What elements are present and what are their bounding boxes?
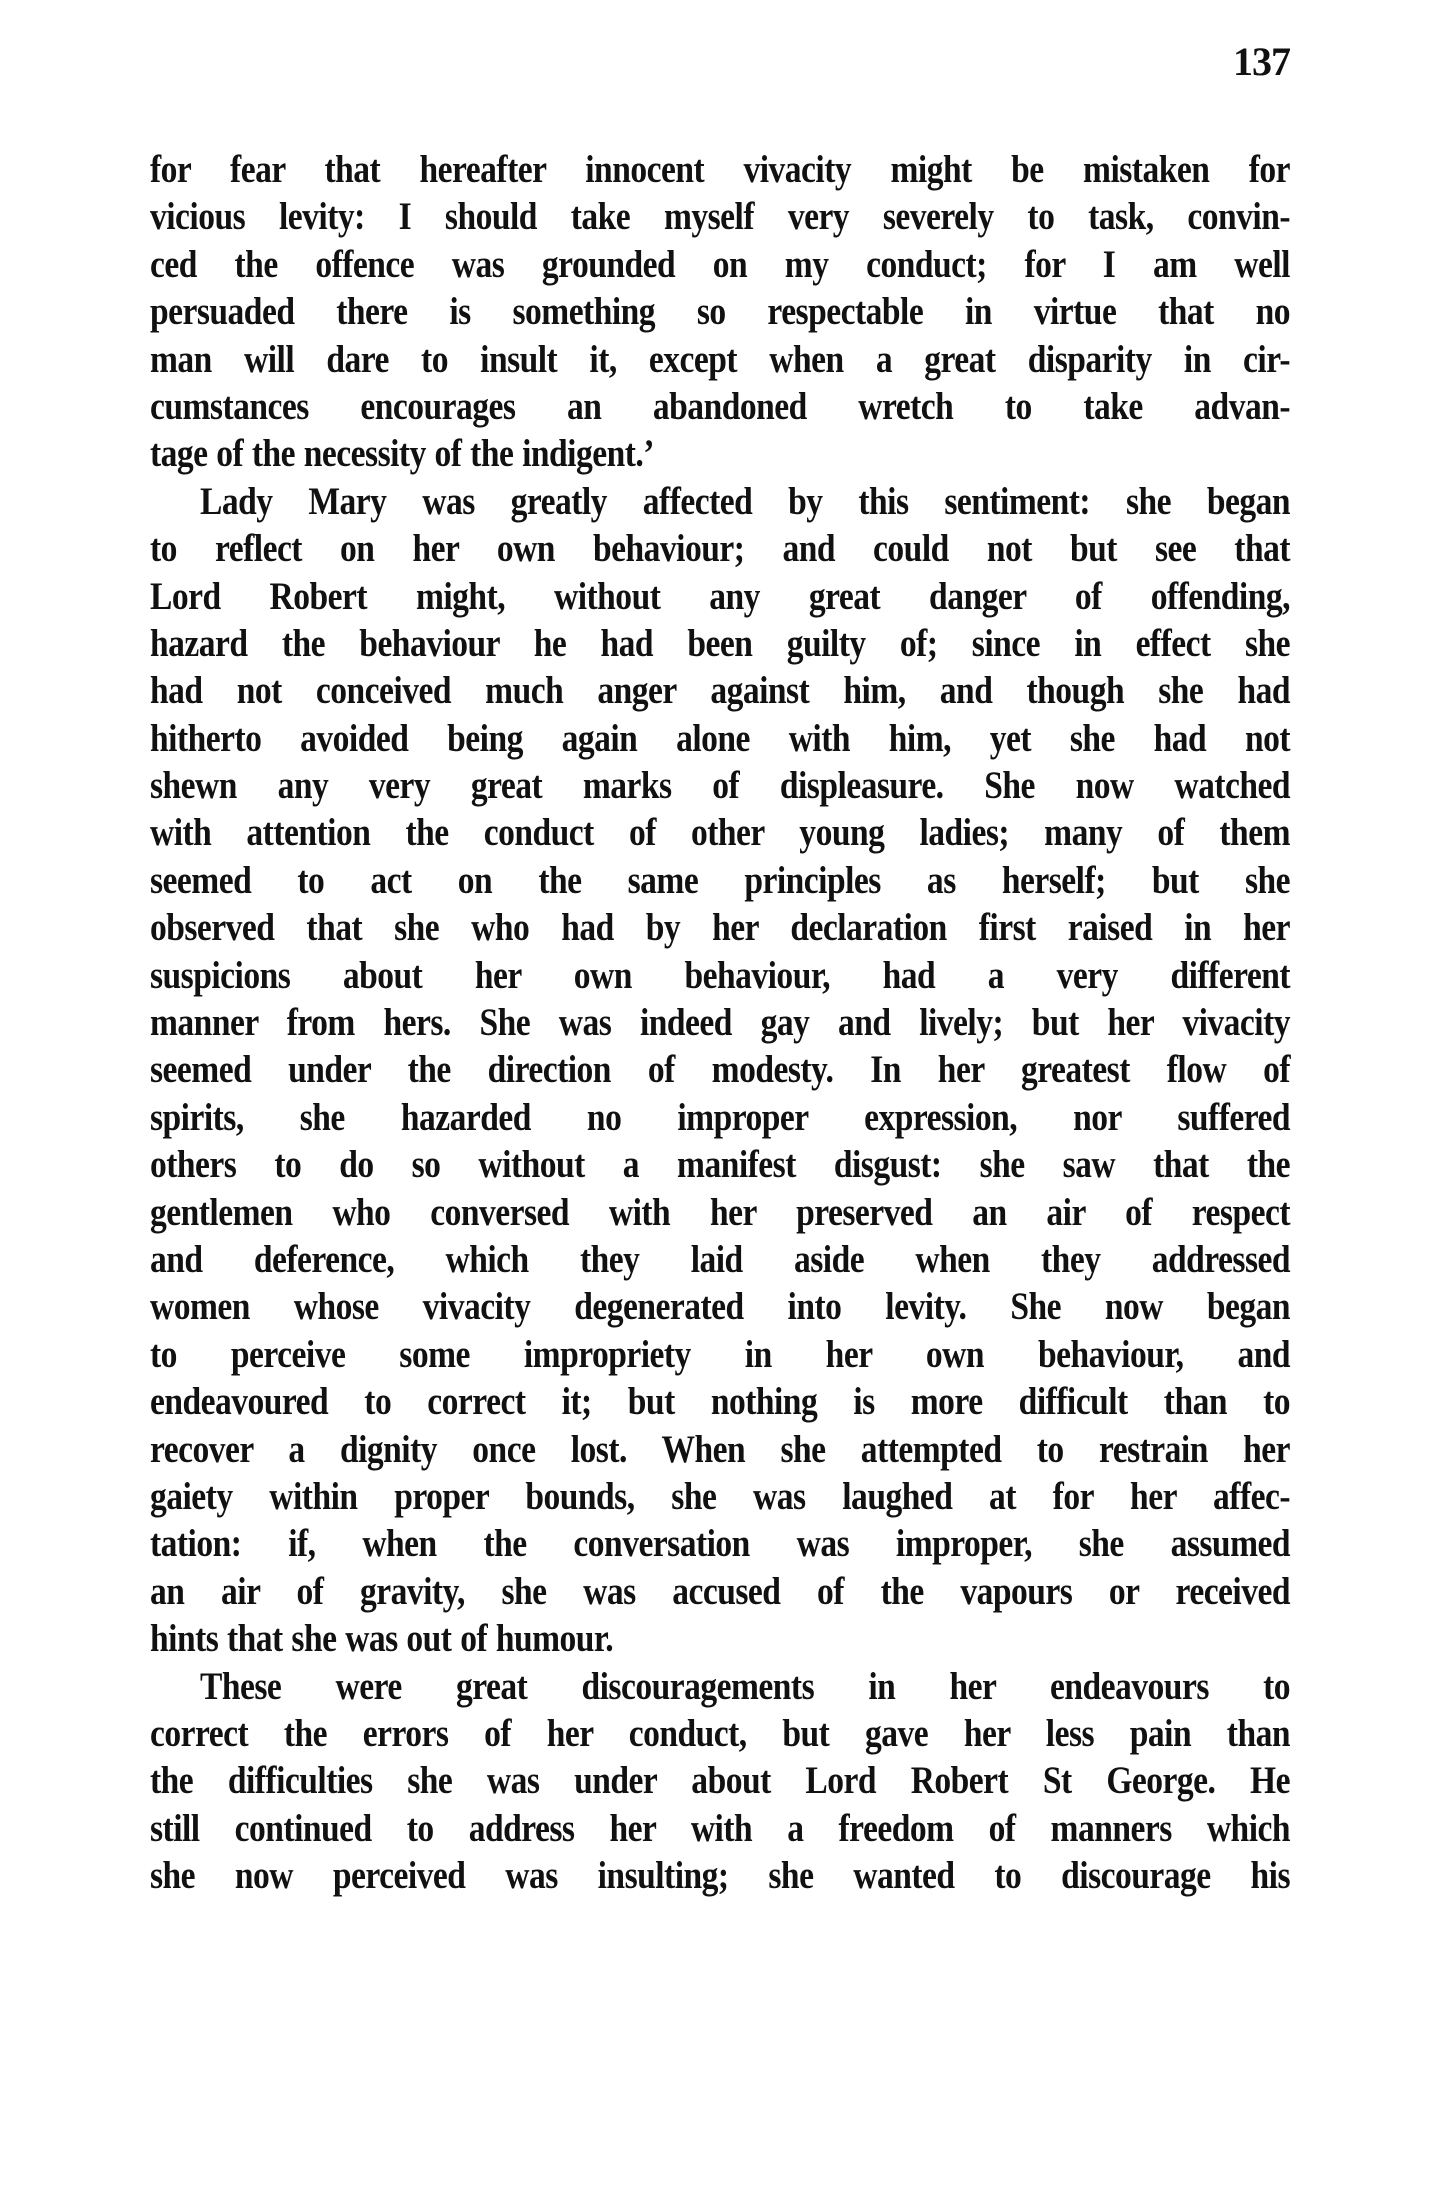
text-line: [150, 288, 1290, 335]
text-line-content: gaiety within proper bounds, she was laughed at for her affec-: [150, 1474, 1290, 1518]
text-line: [150, 1710, 1290, 1757]
text-line-content: hitherto avoided being again alone with him, yet she had not: [150, 716, 1290, 760]
text-line-content: with attention the conduct of other young ladies; many of them: [150, 811, 1290, 855]
text-line-content: tage of the necessity of the indigent.’: [150, 432, 654, 476]
text-line: [150, 573, 1290, 620]
text-line-content: persuaded there is something so respectable in virtue that no: [150, 290, 1290, 334]
text-line-content: These were great discouragements in her endeavours to: [200, 1664, 1291, 1708]
text-line: [150, 241, 1290, 288]
text-line-content: correct the errors of her conduct, but gave her less pain than: [150, 1711, 1290, 1755]
text-line-content: ced the offence was grounded on my conduct; for I am well: [150, 242, 1290, 286]
text-line-content: Lord Robert might, without any great danger of offending,: [150, 574, 1290, 618]
text-line: [150, 715, 1290, 762]
text-line: [150, 857, 1290, 904]
text-line: [150, 146, 1290, 193]
text-line-content: shewn any very great marks of displeasure. She now watched: [150, 764, 1290, 808]
text-line: [150, 952, 1290, 999]
text-line: [150, 1378, 1290, 1425]
text-line-content: had not conceived much anger against him, and though she had: [150, 669, 1290, 713]
text-line-content: recover a dignity once lost. When she attempted to restrain her: [150, 1427, 1291, 1471]
text-line: [150, 1663, 1290, 1710]
text-line: [150, 999, 1290, 1046]
text-line: [150, 1189, 1290, 1236]
text-line: [150, 809, 1290, 856]
text-line: [150, 1426, 1290, 1473]
text-line-content: hints that she was out of humour.: [150, 1617, 614, 1661]
text-line: [150, 1236, 1290, 1283]
text-line: [150, 1852, 1290, 1899]
text-line-content: Lady Mary was greatly affected by this sentiment: she began: [200, 479, 1291, 523]
text-line: [150, 1141, 1290, 1188]
text-line: [150, 1615, 1290, 1662]
text-line: [150, 1520, 1290, 1567]
text-line-content: spirits, she hazarded no improper expression, nor suffered: [150, 1095, 1290, 1139]
text-line: [150, 525, 1290, 572]
text-line-content: she now perceived was insulting; she wanted to discourage his: [150, 1854, 1290, 1898]
text-line-content: observed that she who had by her declaration first raised in her: [150, 906, 1290, 950]
page-number: 137: [1233, 39, 1290, 84]
text-line-content: vicious levity: I should take myself very severely to task, convin-: [150, 195, 1291, 239]
text-line-content: manner from hers. She was indeed gay and lively; but her vivacity: [150, 1001, 1290, 1045]
text-line: [150, 336, 1290, 383]
text-line-content: gentlemen who conversed with her preserved an air of respect: [150, 1190, 1291, 1234]
text-line-content: still continued to address her with a freedom of manners which: [150, 1806, 1291, 1850]
text-line-content: women whose vivacity degenerated into levity. She now began: [150, 1285, 1291, 1329]
text-line: [150, 383, 1290, 430]
text-line-content: suspicions about her own behaviour, had a very different: [150, 953, 1290, 997]
text-line-content: tation: if, when the conversation was improper, she assumed: [150, 1522, 1290, 1566]
text-line-content: to perceive some impropriety in her own behaviour, and: [150, 1332, 1290, 1376]
text-line: [150, 904, 1290, 951]
text-line: [150, 1473, 1290, 1520]
text-line-content: and deference, which they laid aside when they addressed: [150, 1237, 1290, 1281]
body-text: [150, 146, 1290, 1899]
text-line: [150, 193, 1290, 240]
text-line-content: endeavoured to correct it; but nothing is more difficult than to: [150, 1380, 1290, 1424]
text-line: [150, 1568, 1290, 1615]
text-line: [150, 430, 1290, 477]
text-line-content: cumstances encourages an abandoned wretch to take advan-: [150, 384, 1290, 428]
text-line-content: the difficulties she was under about Lord Robert St George. He: [150, 1759, 1290, 1803]
text-line: [150, 478, 1290, 525]
text-line-content: hazard the behaviour he had been guilty of; since in effect she: [150, 621, 1290, 665]
text-line: [150, 667, 1290, 714]
text-line-content: to reflect on her own behaviour; and could not but see that: [150, 527, 1290, 571]
text-line: [150, 1805, 1290, 1852]
text-line: [150, 1757, 1290, 1804]
text-line-content: seemed under the direction of modesty. In her greatest flow of: [150, 1048, 1290, 1092]
text-line: [150, 1283, 1290, 1330]
text-line-content: an air of gravity, she was accused of the vapours or received: [150, 1569, 1290, 1613]
text-line: [150, 1046, 1290, 1093]
text-line-content: others to do so without a manifest disgust: she saw that the: [150, 1143, 1291, 1187]
text-line: [150, 1094, 1290, 1141]
text-line-content: man will dare to insult it, except when a great disparity in cir-: [150, 337, 1290, 381]
text-line-content: for fear that hereafter innocent vivacity might be mistaken for: [150, 148, 1291, 191]
text-line: [150, 620, 1290, 667]
text-line: [150, 762, 1290, 809]
text-line-content: seemed to act on the same principles as herself; but she: [150, 858, 1290, 902]
text-line: [150, 1331, 1290, 1378]
